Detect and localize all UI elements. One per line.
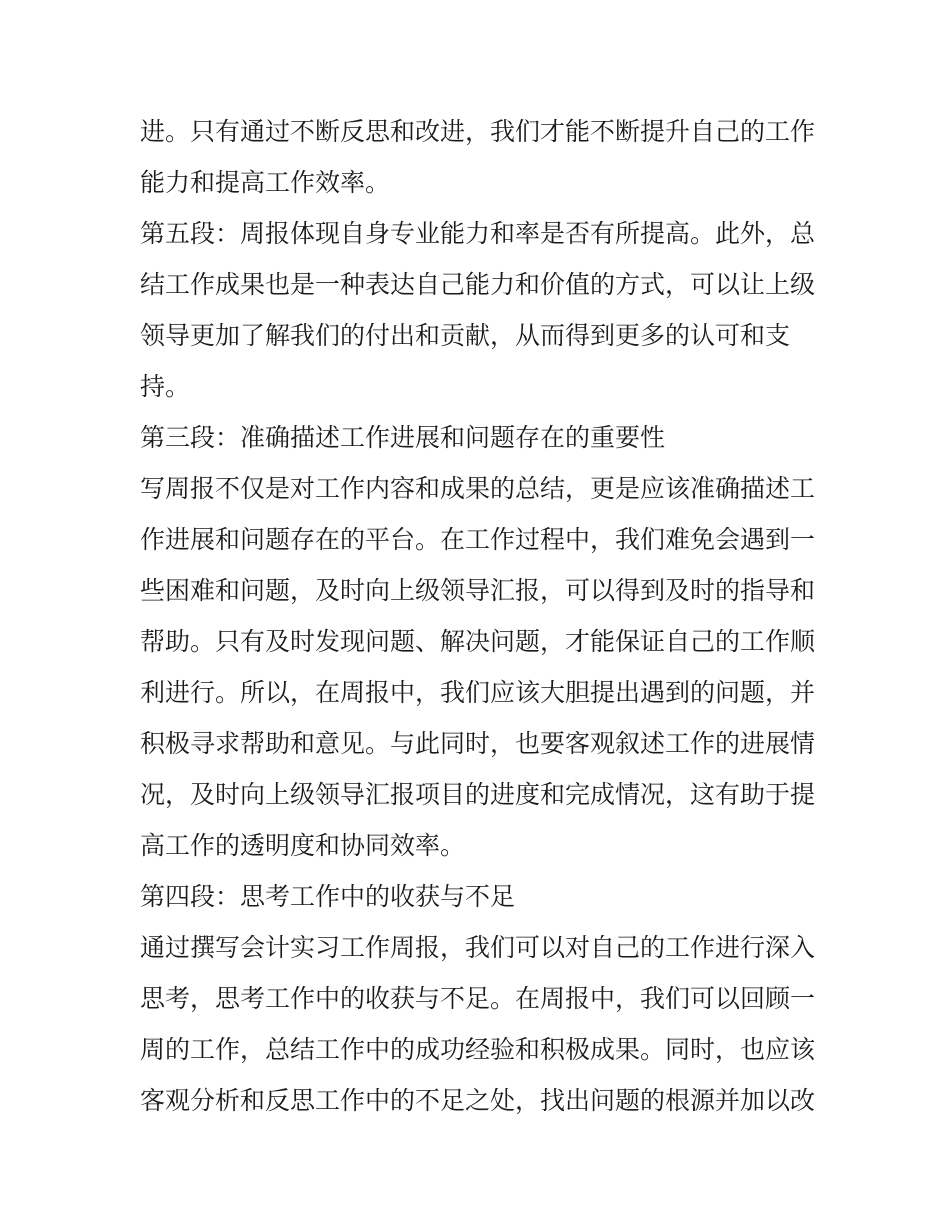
- text-line: 利进行。所以，在周报中，我们应该大胆提出遇到的问题，并: [140, 678, 816, 707]
- text-line: 些困难和问题，及时向上级领导汇报，可以得到及时的指导和: [140, 576, 816, 605]
- text-line: 帮助。只有及时发现问题、解决问题，才能保证自己的工作顺: [140, 627, 816, 656]
- text-line: 积极寻求帮助和意见。与此同时，也要客观叙述工作的进展情: [140, 729, 816, 758]
- document-body: [140, 106, 840, 1126]
- text-line: 进。只有通过不断反思和改进，我们才能不断提升自己的工作: [140, 117, 816, 146]
- text-line: 作进展和问题存在的平台。在工作过程中，我们难免会遇到一: [140, 525, 816, 554]
- text-line: 周的工作，总结工作中的成功经验和积极成果。同时，也应该: [140, 1035, 816, 1064]
- text-line: 持。: [140, 372, 191, 401]
- text-line: 通过撰写会计实习工作周报，我们可以对自己的工作进行深入: [140, 933, 816, 962]
- section-heading-line: 第三段：准确描述工作进展和问题存在的重要性: [140, 423, 666, 452]
- text-line: 写周报不仅是对工作内容和成果的总结，更是应该准确描述工: [140, 474, 816, 503]
- text-line: 领导更加了解我们的付出和贡献，从而得到更多的认可和支: [140, 321, 791, 350]
- text-line: 结工作成果也是一种表达自己能力和价值的方式，可以让上级: [140, 270, 816, 299]
- text-line: 况，及时向上级领导汇报项目的进度和完成情况，这有助于提: [140, 780, 816, 809]
- section-heading-line: 第五段：周报体现自身专业能力和率是否有所提高。此外，总: [140, 219, 816, 248]
- text-line: 能力和提高工作效率。: [140, 168, 391, 197]
- section-heading-line: 第四段：思考工作中的收获与不足: [140, 882, 516, 911]
- text-line: 客观分析和反思工作中的不足之处，找出问题的根源并加以改: [140, 1086, 816, 1115]
- text-line: 思考，思考工作中的收获与不足。在周报中，我们可以回顾一: [140, 984, 816, 1013]
- text-line: 高工作的透明度和协同效率。: [140, 831, 466, 860]
